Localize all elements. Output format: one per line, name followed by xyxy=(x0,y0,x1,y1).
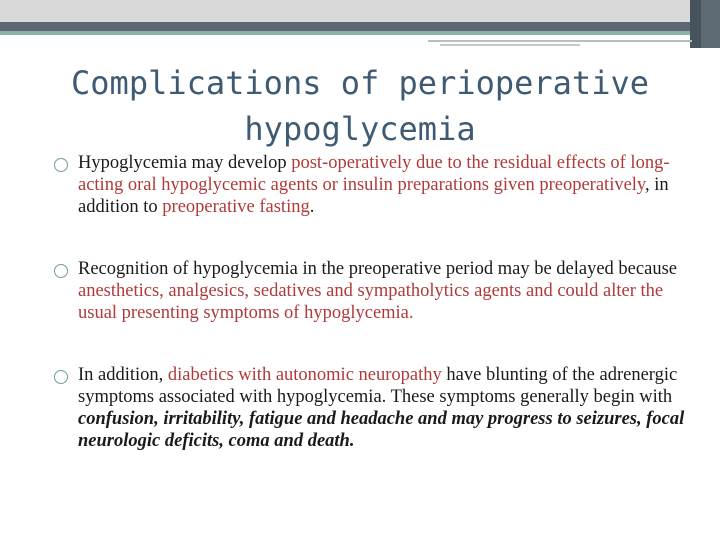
bullet-ring-icon xyxy=(54,158,68,172)
bullet-item-3 xyxy=(54,364,694,452)
decor-line-1 xyxy=(428,40,692,42)
header-band-light xyxy=(0,0,720,24)
bullet-ring-icon xyxy=(54,370,68,384)
bullet1-text-b: , in addition to xyxy=(78,175,669,217)
bullet3-text-b: have blunting of the adrenergic symptoms associated with hypoglycemia. These symptoms generally begin with xyxy=(78,365,678,407)
bullet1-text-a: Hypoglycemia may develop xyxy=(78,153,292,173)
bullet1-highlight-a: post-operatively due to the residual effects of long-acting oral hypoglycemic agents or insulin preparations given preoperatively xyxy=(78,153,670,195)
bullet-text-3 xyxy=(78,364,694,452)
bullet-item-2 xyxy=(54,258,694,324)
decor-line-2 xyxy=(440,44,580,46)
bullet2-text-a: Recognition of hypoglycemia in the preoperative period may be delayed because xyxy=(78,259,677,279)
bullet3-text-a: In addition, xyxy=(78,365,168,385)
bullet2-highlight-a: anesthetics, analgesics, sedatives and sympatholytics agents and could alter the usual presenting symptoms of hypoglycemia. xyxy=(78,281,664,323)
bullet-ring-icon xyxy=(54,264,68,278)
bullet3-highlight-a: diabetics with autonomic neuropathy xyxy=(167,365,442,385)
bullet-item-1 xyxy=(54,152,694,218)
bullet-text-2 xyxy=(78,258,694,324)
slide-title xyxy=(60,60,660,152)
header-band-dark xyxy=(0,22,690,31)
bullet1-highlight-b: preoperative fasting xyxy=(162,197,310,217)
header-band-teal xyxy=(0,31,690,35)
corner-block-mid xyxy=(701,0,720,48)
bullet3-emphasis: confusion, irritability, fatigue and headache and may progress to seizures, focal neurologic deficits, coma and death. xyxy=(78,409,685,451)
bullet1-text-c: . xyxy=(309,197,315,217)
title-line-1: Complications of perioperative xyxy=(71,64,649,102)
bullet-text-1 xyxy=(78,152,694,218)
title-line-2: hypoglycemia xyxy=(244,110,476,148)
